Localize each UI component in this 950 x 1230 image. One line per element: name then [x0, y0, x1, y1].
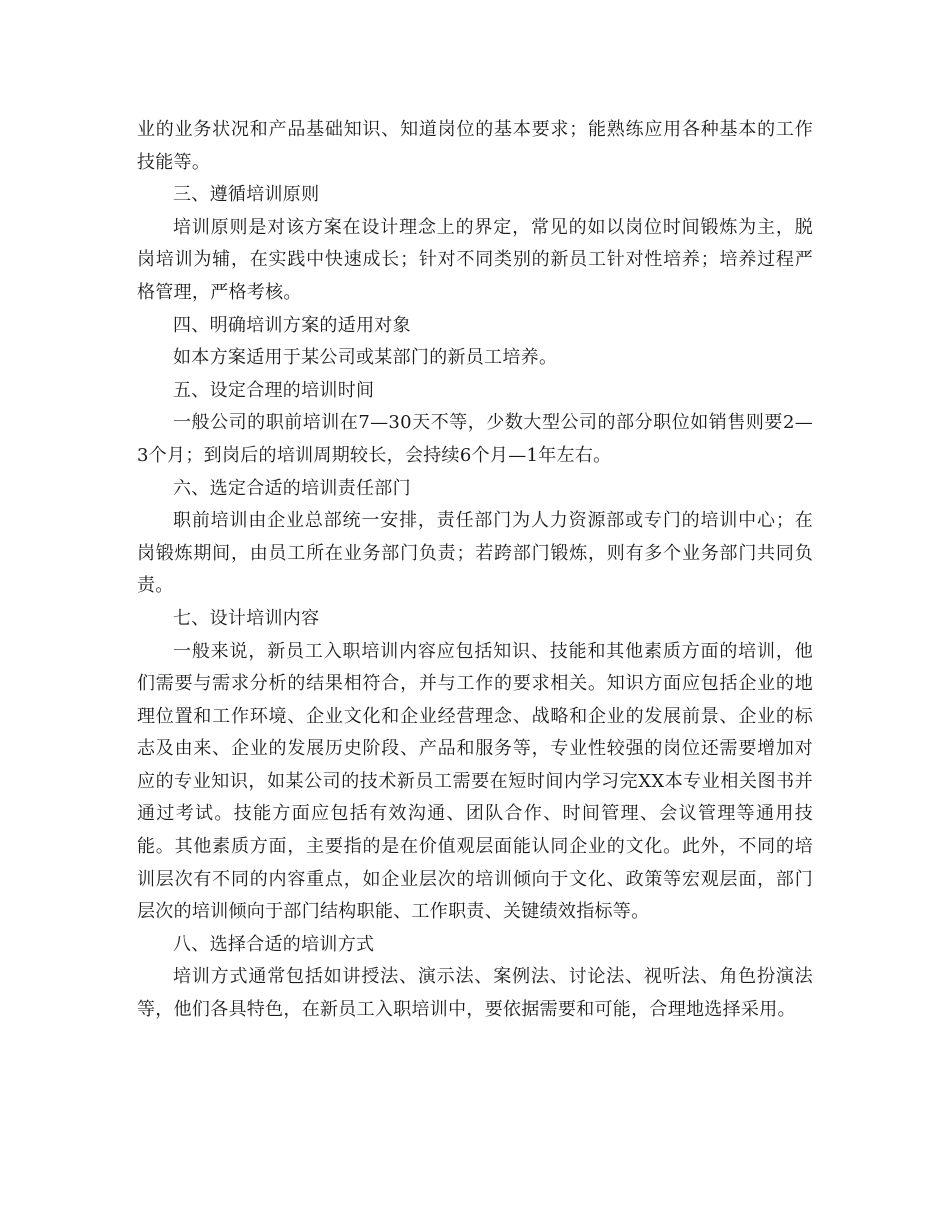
paragraph-training-methods: 培训方式通常包括如讲授法、演示法、案例法、讨论法、视听法、角色扮演法等，他们各具特色，在新员工入职培训中，要依据需要和可能，合理地选择采用。	[137, 966, 813, 1021]
paragraph-continuation: 业的业务状况和产品基础知识、知道岗位的基本要求；能熟练应用各种基本的工作技能等。	[137, 119, 813, 173]
paragraph-training-time: 一般公司的职前培训在7—30天不等，少数大型公司的部分职位如销售则要2—3个月；到岗后的培训周期较长，会持续6个月—1年左右。	[137, 412, 813, 466]
paragraph-training-principles: 培训原则是对该方案在设计理念上的界定，常见的如以岗位时间锻炼为主，脱岗培训为辅，在实践中快速成长；针对不同类别的新员工针对性培养；培养过程严格管理，严格考核。	[137, 216, 813, 303]
document-body	[137, 114, 813, 1027]
section-heading-7: 七、设计培训内容	[173, 607, 320, 629]
section-heading-5: 五、设定合理的培训时间	[173, 379, 375, 401]
section-heading-3: 三、遵循培训原则	[173, 184, 320, 206]
section-heading-4: 四、明确培训方案的适用对象	[173, 314, 411, 336]
paragraph-responsible-department: 职前培训由企业总部统一安排，责任部门为人力资源部或专门的培训中心；在岗锻炼期间，由员工所在业务部门负责；若跨部门锻炼，则有多个业务部门共同负责。	[137, 510, 813, 597]
paragraph-target-audience: 如本方案适用于某公司或某部门的新员工培养。	[173, 347, 558, 369]
section-heading-6: 六、选定合适的培训责任部门	[173, 477, 411, 499]
section-heading-8: 八、选择合适的培训方式	[173, 933, 375, 955]
paragraph-training-content: 一般来说，新员工入职培训内容应包括知识、技能和其他素质方面的培训，他们需要与需求分析的结果相符合，并与工作的要求相关。知识方面应包括企业的地理位置和工作环境、企业文化和企业经营理念、战略和企业的发展前景、企业的标志及由来、企业的发展历史阶段、产品和服务等，专业性较强的岗位还需要增加对应的专业知识，如某公司的技术新员工需要在短时间内学习完XX本专业相关图书并通过考试。技能方面应包括有效沟通、团队合作、时间管理、会议管理等通用技能。其他素质方面，主要指的是在价值观层面能认同企业的文化。此外，不同的培训层次有不同的内容重点，如企业层次的培训倾向于文化、政策等宏观层面，部门层次的培训倾向于部门结构职能、工作职责、关键绩效指标等。	[137, 640, 813, 923]
